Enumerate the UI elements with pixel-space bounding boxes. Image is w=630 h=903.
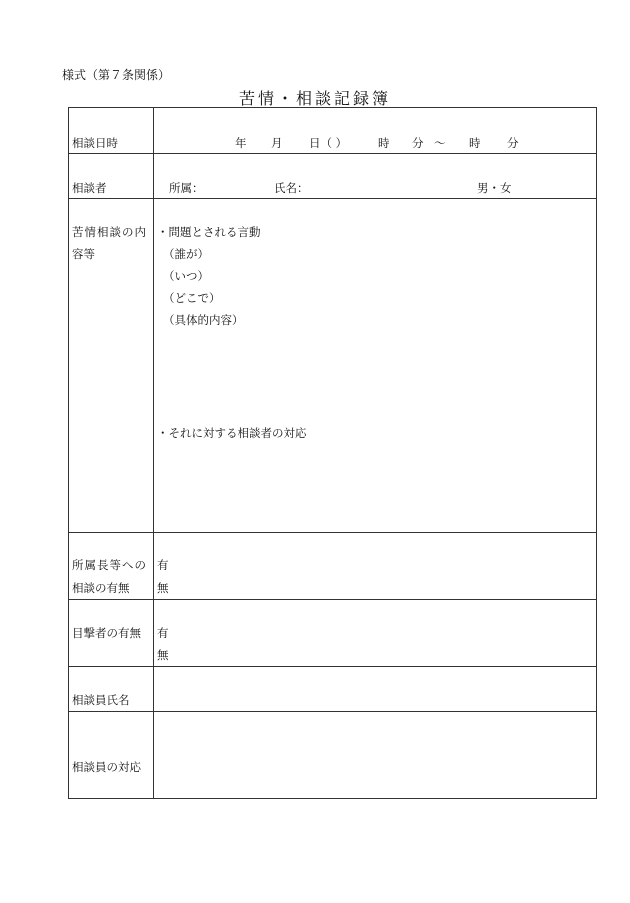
end-hour-unit: 時: [469, 136, 481, 150]
staff-name-field[interactable]: [157, 676, 587, 706]
label-column-divider: [153, 108, 154, 798]
response-heading: ・それに対する相談者の対応: [157, 426, 307, 440]
start-minute-unit: 分: [412, 136, 424, 150]
when-prompt: （いつ）: [163, 269, 209, 283]
conduct-heading: ・問題とされる言動: [157, 225, 261, 239]
consulter-label: 相談者: [72, 181, 107, 195]
row-divider: [69, 711, 596, 712]
record-table: [68, 107, 597, 799]
staff-name-label: 相談員氏名: [72, 693, 130, 707]
row-divider: [69, 198, 596, 199]
staff-response-label: 相談員の対応: [72, 760, 141, 774]
row-divider: [69, 599, 596, 600]
month-unit: 月: [271, 136, 283, 150]
form-label: 様式（第７条関係）: [62, 68, 171, 82]
supervisor-yes-option[interactable]: 有: [157, 558, 169, 572]
supervisor-no-option[interactable]: 無: [157, 581, 169, 595]
content-label-line1: 苦情相談の内: [72, 225, 147, 239]
content-label-line2: 容等: [72, 247, 95, 261]
row-divider: [69, 666, 596, 667]
witness-no-option[interactable]: 無: [157, 648, 169, 662]
details-prompt: （具体的内容）: [163, 313, 244, 327]
row-divider: [69, 532, 596, 533]
gender-choice[interactable]: 男・女: [477, 181, 512, 195]
where-prompt: （どこで）: [163, 291, 221, 305]
witness-label: 目撃者の有無: [72, 626, 141, 640]
witness-yes-option[interactable]: 有: [157, 626, 169, 640]
affiliation-field[interactable]: 所属：: [169, 181, 204, 195]
page-title: 苦情・相談記録簿: [238, 89, 391, 108]
who-prompt: （誰が）: [163, 247, 209, 261]
start-hour-unit: 時: [378, 136, 390, 150]
year-unit: 年: [235, 136, 247, 150]
row-divider: [69, 153, 596, 154]
staff-response-field[interactable]: [157, 720, 587, 790]
supervisor-label-line2: 相談の有無: [72, 581, 130, 595]
supervisor-label-line1: 所属長等への: [72, 558, 147, 572]
range-tilde: ～: [434, 136, 446, 150]
name-field[interactable]: 氏名：: [274, 181, 309, 195]
datetime-label: 相談日時: [72, 136, 118, 150]
day-unit: 日（ ）: [309, 136, 348, 150]
end-minute-unit: 分: [507, 136, 519, 150]
